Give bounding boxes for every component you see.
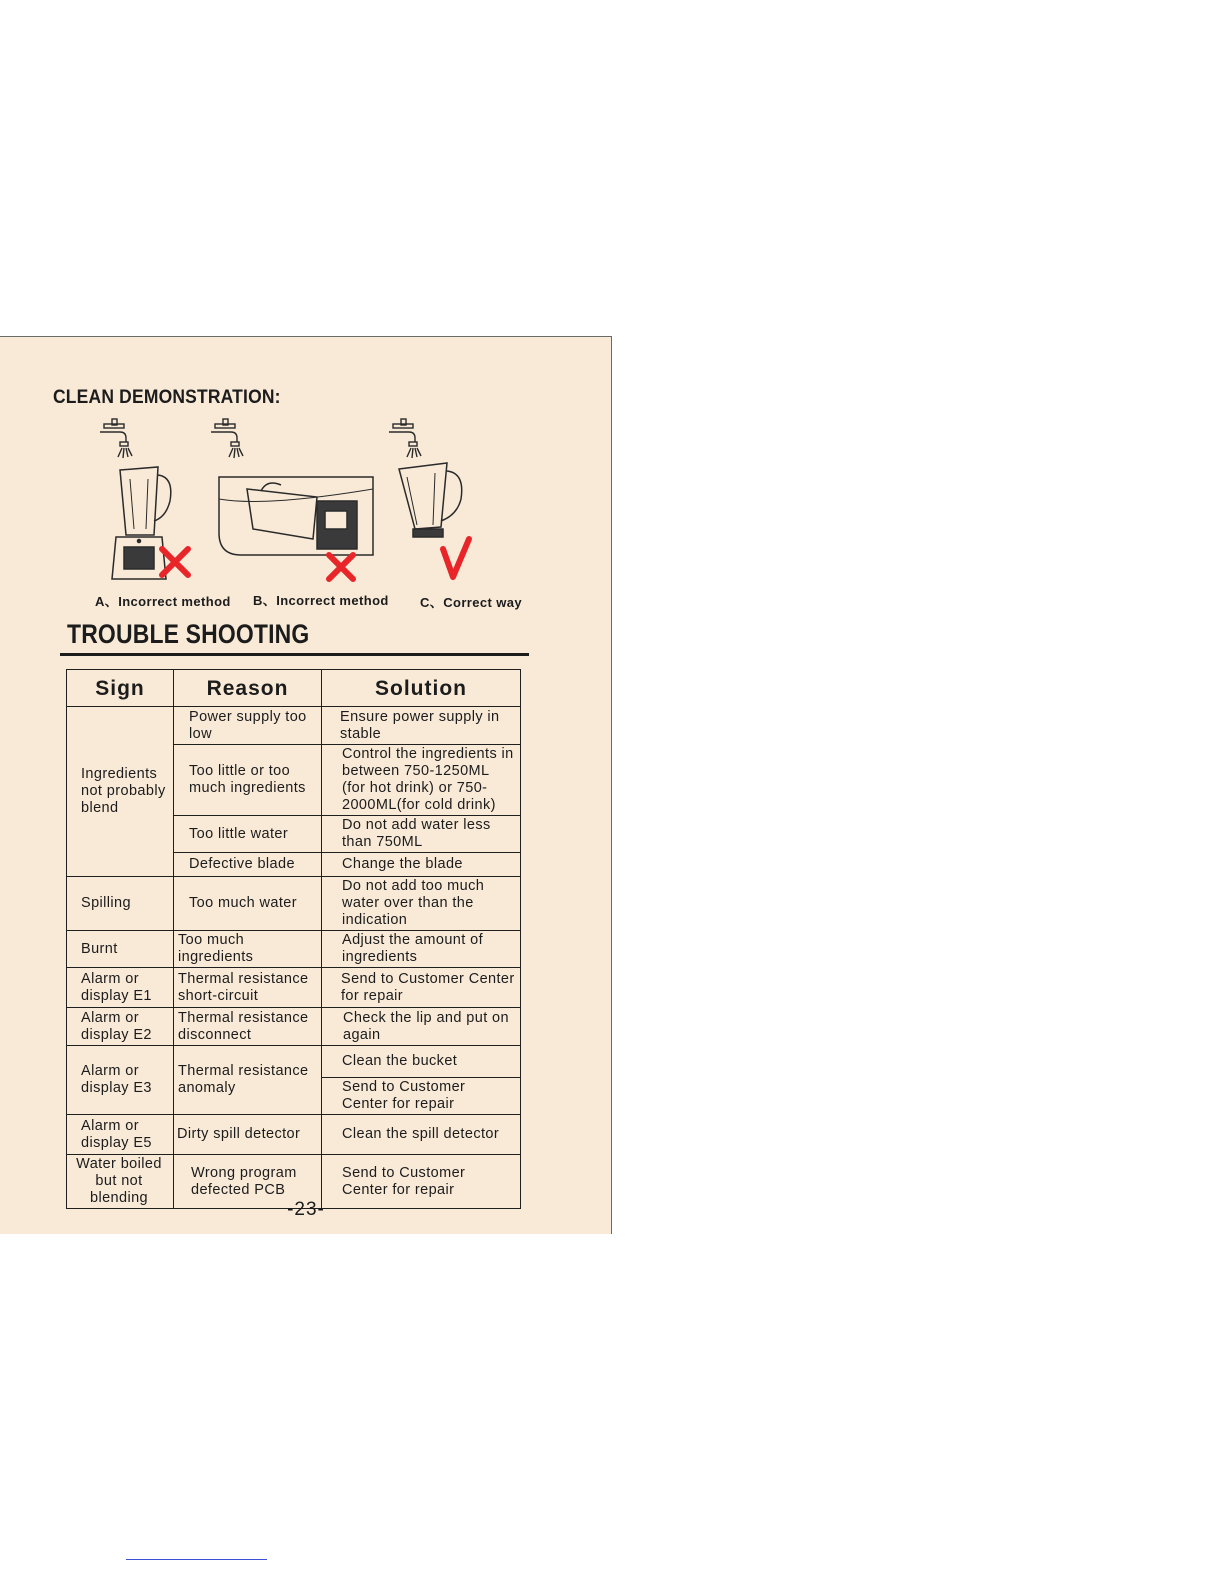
solution-cell: Adjust the amount of ingredients [322,931,521,968]
table-row [67,1115,521,1155]
solution-cell: Clean the bucket [322,1046,521,1078]
cross-mark-icon [162,549,188,575]
reason-cell: Too much water [174,877,322,931]
reason-cell: Thermal resistance short-circuit [174,968,322,1008]
table-row [67,968,521,1008]
method-b-caption: B、Incorrect method [253,593,389,608]
table-row [67,877,521,931]
header-reason: Reason [174,670,322,707]
reason-cell: Thermal resistance anomaly [174,1046,322,1115]
reason-cell: Too much ingredients [174,931,322,968]
sign-cell: Ingredients not probably blend [67,707,174,877]
table-header-row [67,670,521,707]
jug-icon [399,463,462,537]
reason-cell: Defective blade [174,853,322,877]
illustration-correct-way-c [385,417,505,587]
header-sign: Sign [67,670,174,707]
reason-cell: Wrong program defected PCB [174,1155,322,1209]
solution-cell: Clean the spill detector [322,1115,521,1155]
table-row [67,1008,521,1046]
solution-cell: Do not add water less than 750ML [322,816,521,853]
solution-cell: Send to Customer Center for repair [322,1155,521,1209]
footer-link-underline [126,1559,267,1560]
reason-cell: Power supply too low [174,707,322,745]
solution-cell: Control the ingredients in between 750-1250ML (for hot drink) or 750-2000ML(for cold drink) [322,745,521,816]
solution-cell: Send to Customer Center for repair [322,1078,521,1115]
page-number: -23- [287,1199,325,1220]
reason-cell: Too little water [174,816,322,853]
reason-cell: Dirty spill detector [174,1115,322,1155]
reason-cell: Too little or too much ingredients [174,745,322,816]
solution-cell: Change the blade [322,853,521,877]
method-c-caption: C、Correct way [420,595,523,610]
solution-cell: Do not add too much water over than the indication [322,877,521,931]
faucet-icon [211,419,243,458]
sign-cell: Water boiled but not blending [67,1155,174,1209]
sign-cell: Spilling [67,877,174,931]
illustration-incorrect-method-a [90,417,210,587]
faucet-icon [100,419,132,458]
solution-cell: Ensure power supply in stable [322,707,521,745]
table-row [67,931,521,968]
sign-cell: Alarm or display E3 [67,1046,174,1115]
faucet-icon [389,419,421,458]
sign-cell: Alarm or display E2 [67,1008,174,1046]
clean-demonstration-heading: CLEAN DEMONSTRATION: [53,387,281,408]
reason-cell: Thermal resistance disconnect [174,1008,322,1046]
illustration-incorrect-method-b [205,417,380,587]
trouble-shooting-heading: TROUBLE SHOOTING [67,619,310,649]
immersed-blender-icon [247,483,357,549]
table-row [67,707,521,745]
sign-cell: Burnt [67,931,174,968]
cross-mark-icon [329,555,353,579]
method-a-caption: A、Incorrect method [95,594,231,609]
solution-cell: Send to Customer Center for repair [322,968,521,1008]
sign-cell: Alarm or display E1 [67,968,174,1008]
heading-rule [60,653,529,656]
solution-cell: Check the lip and put on again [322,1008,521,1046]
trouble-shooting-table [66,669,521,1209]
blender-with-base-icon [112,467,171,579]
check-mark-icon [443,539,469,577]
header-solution: Solution [322,670,521,707]
manual-page [0,336,612,1234]
sign-cell: Alarm or display E5 [67,1115,174,1155]
table-row [67,1046,521,1078]
